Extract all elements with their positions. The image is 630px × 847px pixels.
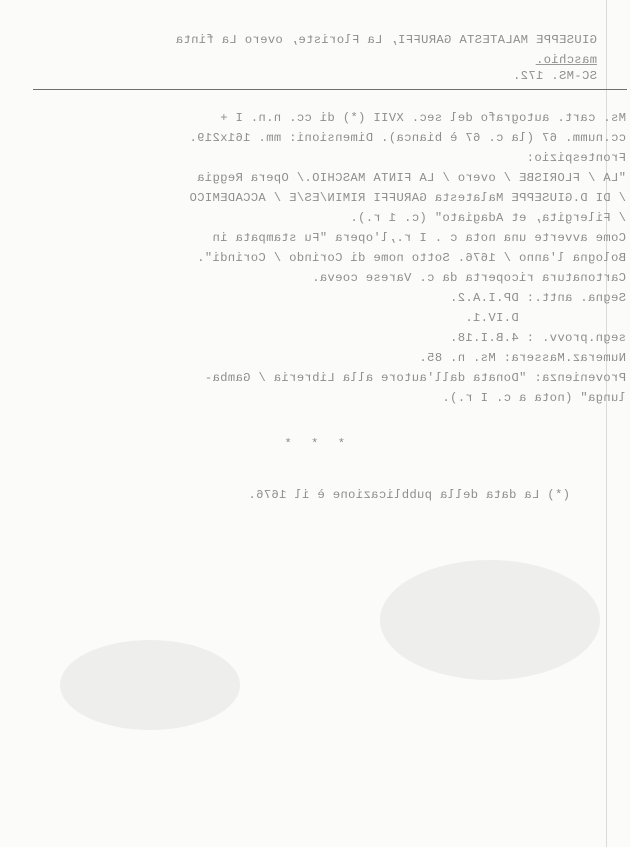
body-line: Come avverte una nota c . I r.,l'opera "Fu stampata in [212, 231, 626, 245]
header-title-line-2: maschio. [535, 53, 597, 67]
section-separator: * * * [278, 437, 345, 451]
body-line: Bologna l'anno / 1676. Sotto nome di Corindo / Corindi". [196, 251, 626, 265]
body-line: segn.provv. : 4.B.I.18. [449, 331, 626, 345]
body-line: "LA / FLORISBE / overo / LA FINTA MASCHIO./ Opera Reggia [196, 171, 626, 185]
body-line: / DI D.GIUSEPPE Malatesta GARUFFI RIMIN/ES/E / ACCADEMICO [189, 191, 626, 205]
body-line: Segna. antt.: DP.I.A.2. [449, 291, 626, 305]
header-title-line-1: GIUSEPPE MALATESTA GARUFFI, La Floriste, overo La finta [175, 33, 597, 47]
body-line: Cartonatura ricoperta da c. Varese coeva. [311, 271, 626, 285]
body-line: D.IV.1. [465, 311, 626, 325]
body-line: cc.numm. 67 (la c. 67 è bianca). Dimensioni: mm. 161x219. [189, 131, 626, 145]
footnote: (*) La data della pubblicazione è il 1676. [248, 488, 570, 502]
body-line: Provenienza: "Donata dall'autore alla Libreria / Gamba- [204, 371, 626, 385]
header-shelfmark: SC-MS. 172. [512, 69, 597, 83]
body-line: / Filergita, et Adagiato" (c. 1 r.). [350, 211, 626, 225]
body-line: Frontespizio: [526, 151, 626, 165]
header-rule [33, 89, 627, 90]
body-line: Numeraz.Massera: Ms. n. 85. [419, 351, 626, 365]
body-line: lunga" (nota a c. I r.). [442, 391, 626, 405]
body-line: Ms. cart. autografo del sec. XVII (*) di cc. n.n. I + [219, 111, 626, 125]
